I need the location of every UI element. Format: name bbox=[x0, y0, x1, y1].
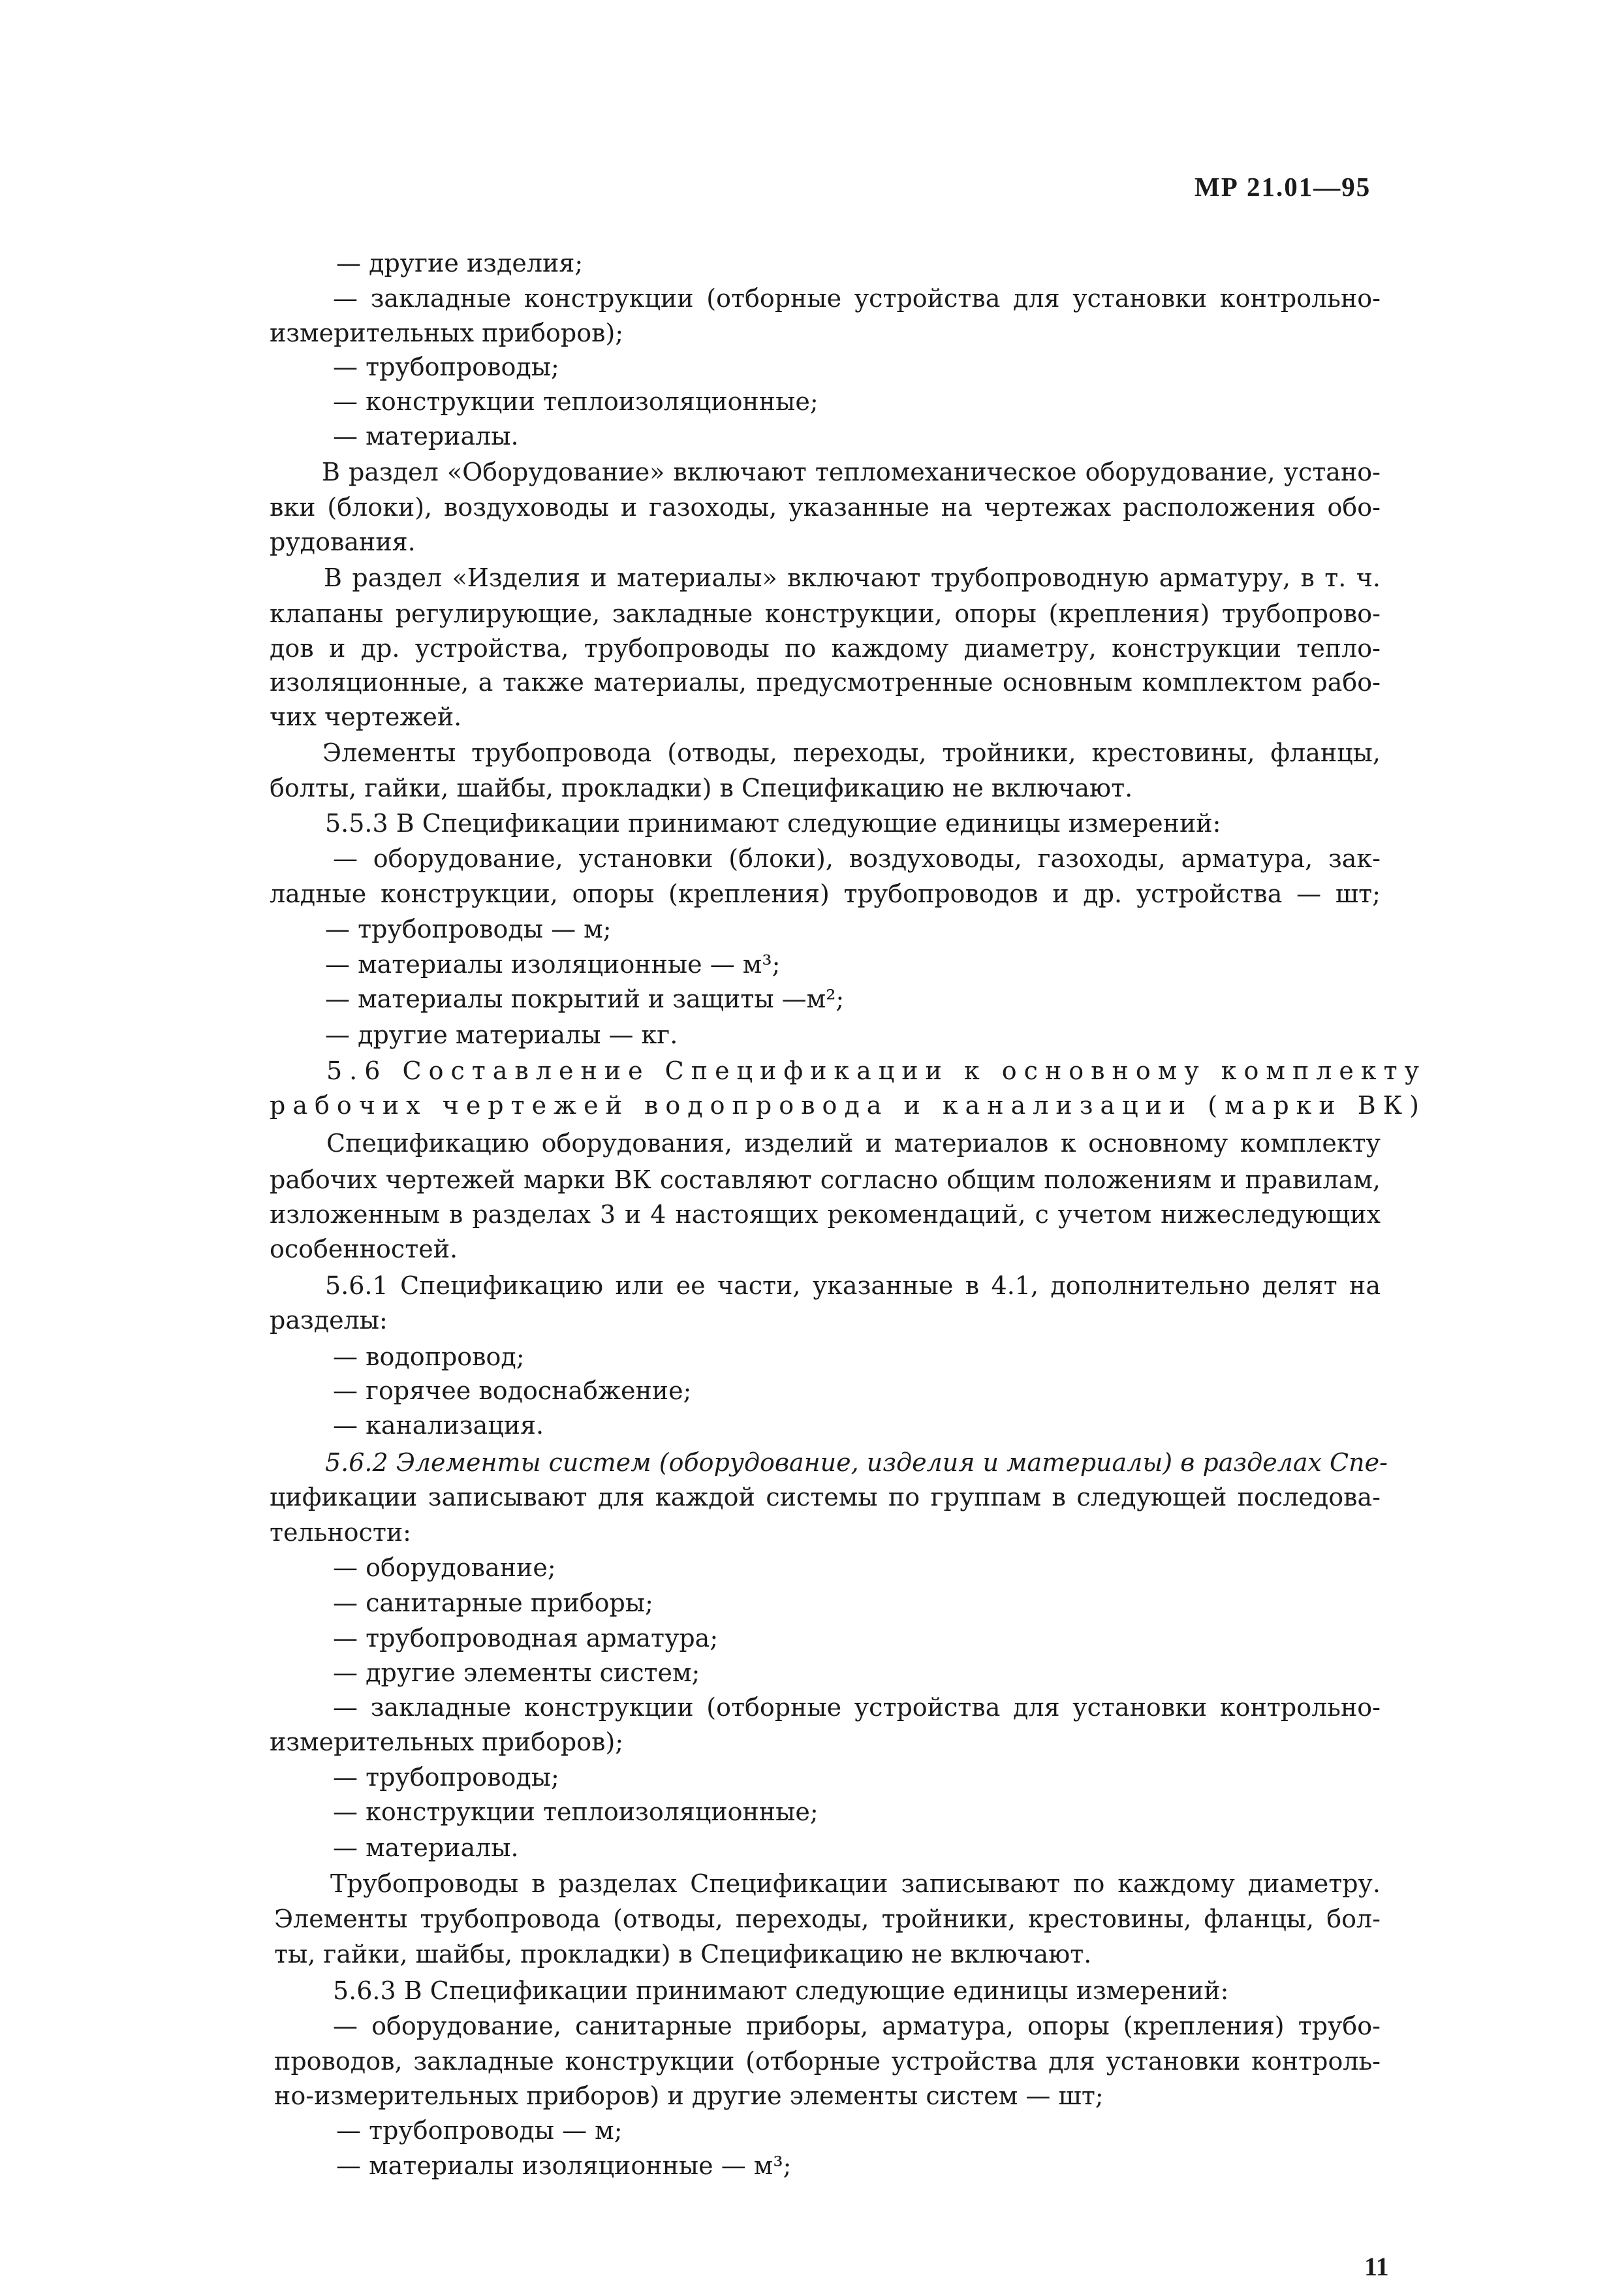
text-line: ладные конструкции, опоры (крепления) трубопроводов и др. устройства — шт; bbox=[270, 879, 1381, 908]
text-line: — оборудование, установки (блоки), воздуховоды, газоходы, арматура, зак- bbox=[333, 844, 1381, 873]
text-line: — материалы изоляционные — м³; bbox=[325, 950, 781, 979]
text-line: дов и др. устройства, трубопроводы по каждому диаметру, конструкции тепло- bbox=[270, 634, 1381, 663]
text-line: — трубопроводная арматура; bbox=[333, 1624, 719, 1653]
text-line: проводов, закладные конструкции (отборные устройства для установки контроль- bbox=[274, 2047, 1381, 2076]
text-line: — трубопроводы; bbox=[333, 1763, 559, 1792]
text-line: измерительных приборов); bbox=[270, 1728, 624, 1756]
text-line: цификации записывают для каждой системы по группам в следующей последова- bbox=[270, 1483, 1381, 1511]
text-line: рудования. bbox=[270, 528, 416, 556]
text-line: — водопровод; bbox=[333, 1342, 525, 1371]
text-line: чих чертежей. bbox=[270, 703, 462, 731]
text-line: — конструкции теплоизоляционные; bbox=[333, 1797, 819, 1826]
text-line: — материалы изоляционные — м³; bbox=[336, 2151, 792, 2180]
text-line: Трубопроводы в разделах Спецификации записывают по каждому диаметру. bbox=[330, 1869, 1381, 1898]
text-line: — другие элементы систем; bbox=[333, 1658, 700, 1687]
text-line: 5.6 Составление Спецификации к основному комплекту bbox=[326, 1056, 1427, 1085]
text-line: изложенным в разделах 3 и 4 настоящих рекомендаций, с учетом нижеследующих bbox=[270, 1200, 1381, 1229]
text-line: рабочих чертежей марки ВК составляют согласно общим положениям и правилам, bbox=[270, 1165, 1381, 1194]
page-number: 11 bbox=[1364, 2252, 1389, 2281]
text-line: — канализация. bbox=[333, 1411, 544, 1440]
text-line: — другие материалы — кг. bbox=[325, 1020, 678, 1049]
text-line: 5.6.1 Спецификацию или ее части, указанные в 4.1, дополнительно делят на bbox=[325, 1271, 1381, 1300]
text-line: ты, гайки, шайбы, прокладки) в Спецификацию не включают. bbox=[274, 1940, 1092, 1969]
text-line: Спецификацию оборудования, изделий и материалов к основному комплекту bbox=[326, 1129, 1381, 1158]
text-line: — трубопроводы — м; bbox=[325, 915, 612, 943]
text-line: — закладные конструкции (отборные устройства для установки контрольно- bbox=[333, 1693, 1381, 1722]
text-line: — трубопроводы; bbox=[333, 353, 559, 381]
text-line: В раздел «Изделия и материалы» включают трубопроводную арматуру, в т. ч. bbox=[324, 563, 1381, 592]
text-line: 5.6.2 Элементы систем (оборудование, изделия и материалы) в разделах Спе- bbox=[325, 1448, 1388, 1477]
text-line: разделы: bbox=[270, 1306, 388, 1335]
text-line: — закладные конструкции (отборные устройства для установки контрольно- bbox=[333, 284, 1381, 313]
text-line: — оборудование, санитарные приборы, арматура, опоры (крепления) трубо- bbox=[333, 2012, 1381, 2040]
text-line: измерительных приборов); bbox=[270, 319, 624, 347]
text-line: — трубопроводы — м; bbox=[336, 2116, 623, 2145]
text-line: изоляционные, а также материалы, предусмотренные основным комплектом рабо- bbox=[270, 668, 1381, 697]
text-line: болты, гайки, шайбы, прокладки) в Спецификацию не включают. bbox=[270, 774, 1133, 802]
text-line: рабочих чертежей водопровода и канализации (марки ВК) bbox=[270, 1091, 1426, 1120]
text-line: тельности: bbox=[270, 1518, 411, 1547]
text-line: В раздел «Оборудование» включают тепломеханическое оборудование, устано- bbox=[322, 458, 1381, 486]
text-line: особенностей. bbox=[270, 1235, 458, 1263]
text-line: — материалы. bbox=[333, 422, 519, 451]
text-line: Элементы трубопровода (отводы, переходы, тройники, крестовины, фланцы, бол- bbox=[274, 1905, 1381, 1933]
text-line: клапаны регулирующие, закладные конструкции, опоры (крепления) трубопрово- bbox=[270, 599, 1381, 628]
text-line: вки (блоки), воздуховоды и газоходы, указанные на чертежах расположения обо- bbox=[270, 493, 1381, 522]
text-line: — другие изделия; bbox=[336, 249, 584, 277]
text-line: Элементы трубопровода (отводы, переходы, тройники, крестовины, фланцы, bbox=[322, 738, 1381, 767]
text-line: — горячее водоснабжение; bbox=[333, 1376, 692, 1405]
text-line: но-измерительных приборов) и другие элементы систем — шт; bbox=[274, 2081, 1104, 2110]
text-line: 5.5.3 В Спецификации принимают следующие единицы измерений: bbox=[325, 809, 1221, 838]
text-line: — материалы покрытий и защиты —м²; bbox=[325, 985, 845, 1013]
text-line: — санитарные приборы; bbox=[333, 1589, 653, 1617]
text-line: 5.6.3 В Спецификации принимают следующие единицы измерений: bbox=[333, 1976, 1229, 2005]
document-code: МР 21.01—95 bbox=[1195, 172, 1371, 202]
text-line: — конструкции теплоизоляционные; bbox=[333, 387, 819, 416]
text-line: — оборудование; bbox=[333, 1553, 556, 1582]
text-line: — материалы. bbox=[333, 1833, 519, 1862]
